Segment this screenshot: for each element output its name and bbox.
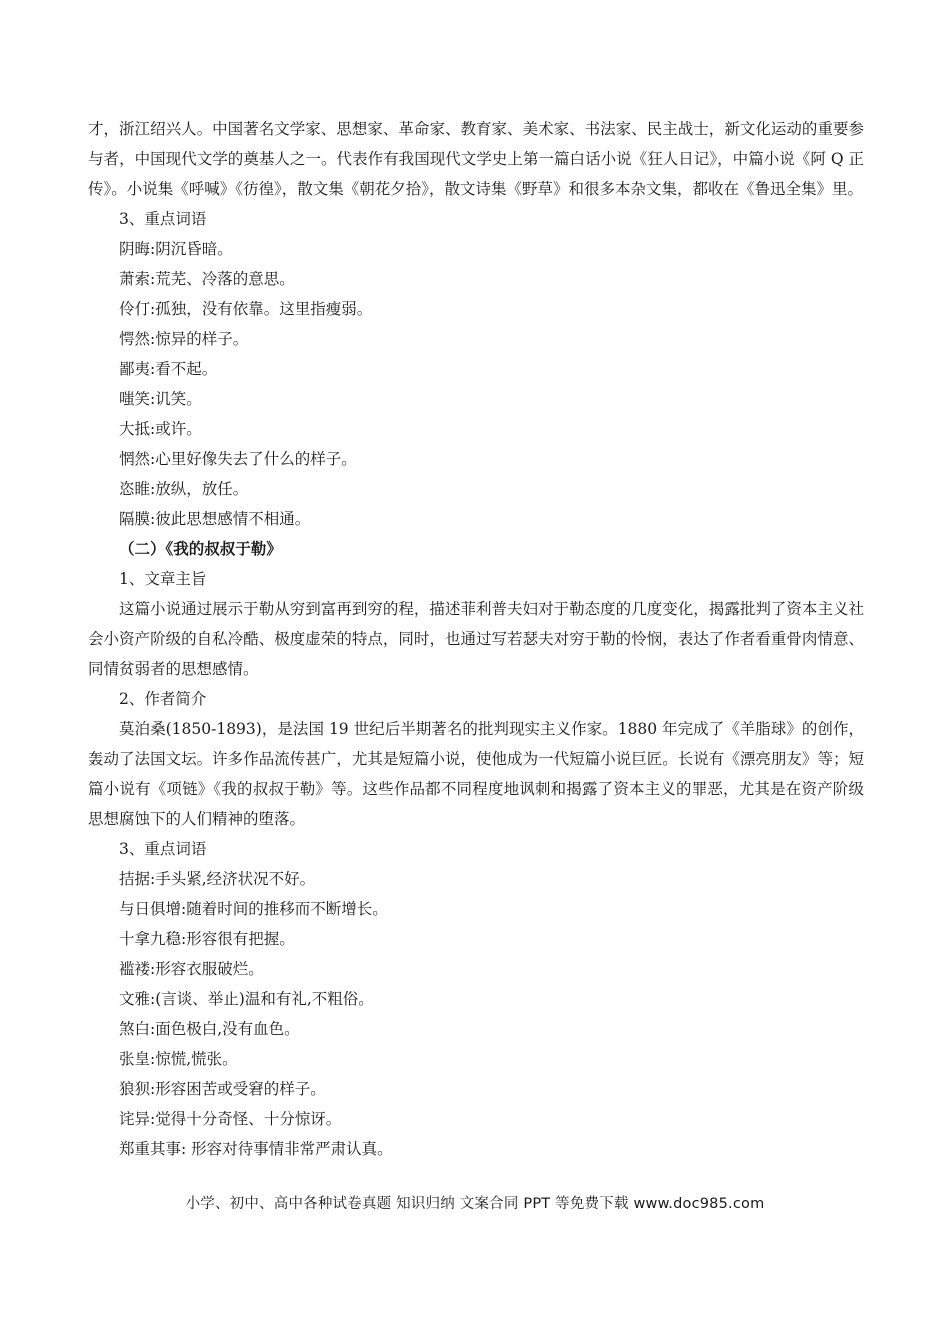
vocab-item: 阴晦:阴沉昏暗。 xyxy=(119,240,233,258)
vocab-item: 煞白:面色极白,没有血色。 xyxy=(119,1020,300,1038)
page-footer: 小学、初中、高中各种试卷真题 知识归纳 文案合同 PPT 等免费下载 www.doc985.com xyxy=(185,1196,765,1212)
vocab-item: 大抵:或许。 xyxy=(119,420,202,438)
vocab-item: 与日俱增:随着时间的推移而不断增长。 xyxy=(119,900,388,918)
vocab-item: 文雅:(言谈、举止)温和有礼,不粗俗。 xyxy=(119,990,374,1008)
author-paragraph: 莫泊桑(1850-1893)，是法国 19 世纪后半期著名的批判现实主义作家。1880 年完成了《羊脂球》的创作，轰动了法国文坛。许多作品流传甚广，尤其是短篇小说，使他成为一代短篇小说巨匠。长说有《漂亮朋友》等；短篇小说有《项链》《我的叔叔于勒》等。这些作品都不同程度地讽刺和揭露了资本主义的罪恶，尤其是在资产阶级思想腐蚀下的人们精神的堕落。 xyxy=(88,720,864,828)
theme-paragraph: 这篇小说通过展示于勒从穷到富再到穷的程，描述菲利普夫妇对于勒态度的几度变化，揭露批判了资本主义社会小资产阶级的自私冷酷、极度虚荣的特点，同时，也通过写若瑟夫对穷于勒的怜悯，表达了作者看重骨肉情意、同情贫弱者的思想感情。 xyxy=(88,600,864,678)
vocab-item: 愕然:惊异的样子。 xyxy=(119,330,249,348)
vocab-item: 恣睢:放纵，放任。 xyxy=(119,480,249,498)
vocab-list xyxy=(88,234,864,534)
vocab-item: 拮据:手头紧,经济状况不好。 xyxy=(119,870,316,888)
vocab-item: 褴褛:形容衣服破烂。 xyxy=(119,960,264,978)
vocab-item: 隔膜:彼此思想感情不相通。 xyxy=(119,510,311,528)
theme-heading: 1、文章主旨 xyxy=(119,570,207,588)
author-bio-continued: 才，浙江绍兴人。中国著名文学家、思想家、革命家、教育家、美术家、书法家、民主战士，新文化运动的重要参与者，中国现代文学的奠基人之一。代表作有我国现代文学史上第一篇白话小说《狂人日记》，中篇小说《阿 Q 正传》。小说集《呼喊》《彷徨》，散文集《朝花夕拾》，散文诗集《野草》和很多本杂文集，都收在《鲁迅全集》里。 xyxy=(88,120,864,198)
vocab-item: 张皇:惊慌,慌张。 xyxy=(119,1050,238,1068)
vocab-heading: 3、重点词语 xyxy=(119,210,207,228)
vocab-item: 萧索:荒芜、冷落的意思。 xyxy=(119,270,295,288)
vocab-item: 惘然:心里好像失去了什么的样子。 xyxy=(119,450,357,468)
vocab-item: 十拿九稳:形容很有把握。 xyxy=(119,930,295,948)
section-title: （二）《我的叔叔于勒》 xyxy=(119,540,282,558)
vocab-item: 鄙夷:看不起。 xyxy=(119,360,218,378)
vocab-item: 诧异:觉得十分奇怪、十分惊讶。 xyxy=(119,1110,342,1128)
vocab-item: 伶仃:孤独，没有依靠。这里指瘦弱。 xyxy=(119,300,373,318)
vocab-item: 郑重其事: 形容对待事情非常严肃认真。 xyxy=(119,1140,393,1158)
vocab-item: 狼狈:形容困苦或受窘的样子。 xyxy=(119,1080,326,1098)
document-body xyxy=(88,114,864,1164)
vocab-list xyxy=(88,864,864,1164)
vocab-item: 嗤笑:讥笑。 xyxy=(119,390,202,408)
author-heading: 2、作者简介 xyxy=(119,690,207,708)
vocab-heading: 3、重点词语 xyxy=(119,840,207,858)
